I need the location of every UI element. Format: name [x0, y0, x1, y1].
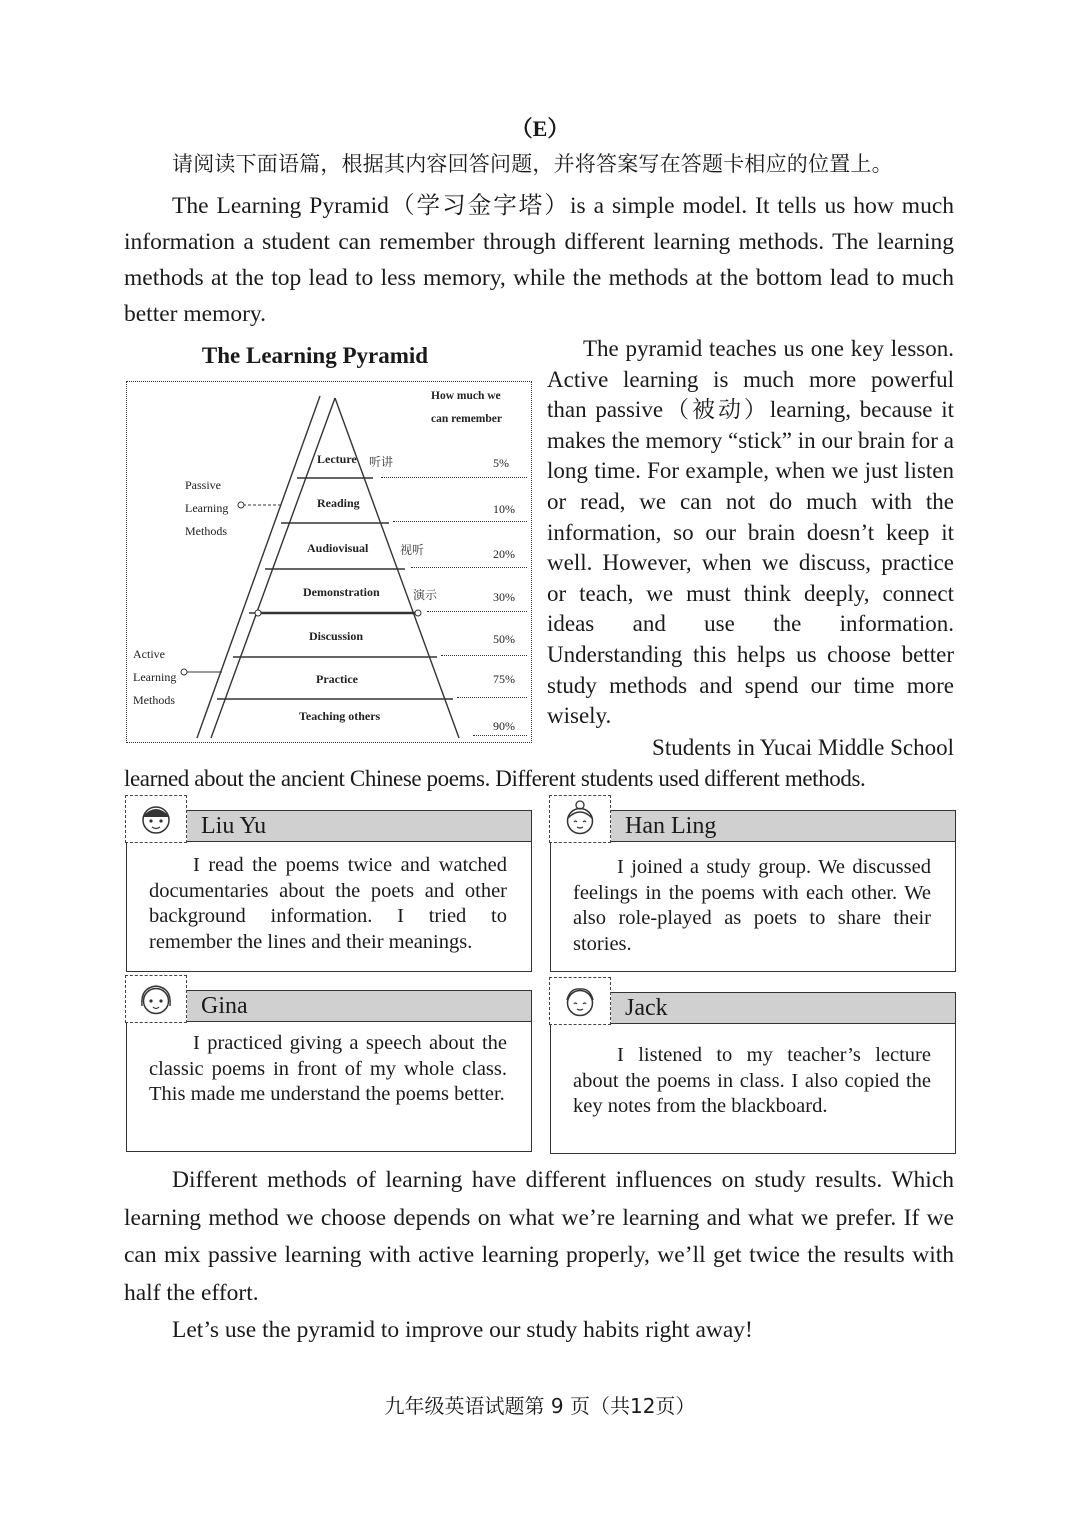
pyramid-figure	[126, 381, 532, 743]
level-reading: Reading	[317, 496, 360, 510]
cn-lecture: 听讲	[369, 455, 394, 469]
cn-demonstration: 演示	[413, 588, 438, 602]
card-gina	[126, 990, 532, 1152]
pct-teaching-others: 90%	[493, 719, 515, 733]
active-label	[133, 643, 176, 712]
closing-paragraph	[124, 1162, 954, 1312]
pct-rule-5	[441, 655, 527, 656]
card-text-han-ling-content: I joined a study group. We discussed feelings in the poems with each other. We also role-played as poets to share their stories.	[573, 856, 931, 955]
level-lecture: Lecture	[317, 452, 357, 466]
level-teaching-others: Teaching others	[299, 709, 381, 723]
section-label: （E）	[510, 116, 570, 141]
card-name-gina: Gina	[187, 991, 531, 1022]
card-jack	[550, 992, 956, 1154]
card-name-han-ling: Han Ling	[611, 811, 955, 842]
pyramid-title: The Learning Pyramid	[201, 343, 429, 368]
card-text-liu-yu-content: I read the poems twice and watched documentaries about the poets and other background information. I tried to remember the lines and their meanings.	[149, 854, 507, 953]
card-text-jack-content: I listened to my teacher’s lecture about the poems in class. I also copied the key notes from the blackboard.	[573, 1044, 931, 1117]
instruction-text: 请阅读下面语篇，根据其内容回答问题，并将答案写在答题卡相应的位置上。	[172, 152, 893, 176]
pct-rule-2	[393, 521, 527, 522]
pct-rule-7	[473, 735, 527, 736]
pct-rule-1	[381, 477, 527, 478]
passive-label-2: Learning	[185, 501, 229, 515]
boy-face-icon	[125, 795, 187, 843]
students-intro-1: Students in Yucai Middle School	[652, 735, 954, 760]
pct-audiovisual: 20%	[493, 547, 515, 561]
card-text-han-ling	[573, 855, 931, 957]
cn-audiovisual: 视听	[400, 543, 425, 557]
card-name-jack: Jack	[611, 993, 955, 1024]
pyramid-header-1: How much we	[431, 390, 501, 402]
pct-rule-4	[427, 611, 527, 612]
level-discussion: Discussion	[309, 629, 364, 643]
level-demonstration: Demonstration	[303, 585, 380, 599]
passive-label-1: Passive	[185, 478, 221, 492]
card-text-gina-content: I practiced giving a speech about the classic poems in front of my whole class. This made me understand the poems better.	[149, 1032, 507, 1105]
girl-face-icon	[125, 975, 187, 1023]
final-line-text: Let’s use the pyramid to improve our study habits right away!	[172, 1317, 753, 1343]
page-footer: 九年级英语试题第 9 页（共12页）	[384, 1394, 696, 1418]
active-label-1: Active	[133, 647, 165, 661]
passive-label	[185, 474, 228, 543]
closing-text: Different methods of learning have different influences on study results. Which learning method we choose depends on what we’re learning and what we prefer. If we can mix passive learning with active learning properly, we’ll get twice the results with half the effort.	[124, 1167, 954, 1306]
pct-practice: 75%	[493, 672, 515, 686]
students-intro-2: learned about the ancient Chinese poems. Different students used different methods.	[124, 766, 866, 791]
pct-rule-6	[457, 697, 527, 698]
right-paragraph-text: The pyramid teaches us one key lesson. Active learning is much more powerful than passive（被动）learning, because it makes the memory “stick” in our brain for a long time. For example, when we just listen or read, we can not do much with the information, so our brain doesn’t keep it well. However, when we discuss, practice or teach, we must think deeply, connect ideas and use the information. Understanding this helps us choose better study methods and spend our time more wisely.	[547, 336, 954, 729]
pyramid-header-2: can remember	[431, 413, 502, 425]
intro-paragraph	[124, 188, 954, 332]
pyramid-drawing	[127, 382, 531, 742]
pct-demonstration: 30%	[493, 590, 515, 604]
card-han-ling	[550, 810, 956, 972]
level-practice: Practice	[316, 672, 358, 686]
level-audiovisual: Audiovisual	[307, 541, 369, 555]
instruction	[124, 146, 954, 182]
card-liu-yu	[126, 810, 532, 972]
boy-face-icon	[549, 977, 611, 1025]
card-text-liu-yu	[149, 853, 507, 955]
pct-lecture: 5%	[493, 456, 509, 470]
card-text-jack	[573, 1043, 931, 1120]
pct-rule-3	[411, 567, 527, 568]
pct-discussion: 50%	[493, 632, 515, 646]
final-line	[124, 1312, 954, 1348]
girl-face-icon	[549, 795, 611, 843]
right-paragraph	[547, 334, 954, 732]
passive-label-3: Methods	[185, 524, 227, 538]
intro-text: The Learning Pyramid（学习金字塔）is a simple model. It tells us how much information a student can remember through different learning methods. The learning methods at the top lead to less memory, while the methods at the bottom lead to much better memory.	[124, 193, 954, 327]
active-label-3: Methods	[133, 693, 175, 707]
pct-reading: 10%	[493, 502, 515, 516]
active-label-2: Learning	[133, 670, 177, 684]
card-text-gina	[149, 1031, 507, 1108]
card-name-liu-yu: Liu Yu	[187, 811, 531, 842]
